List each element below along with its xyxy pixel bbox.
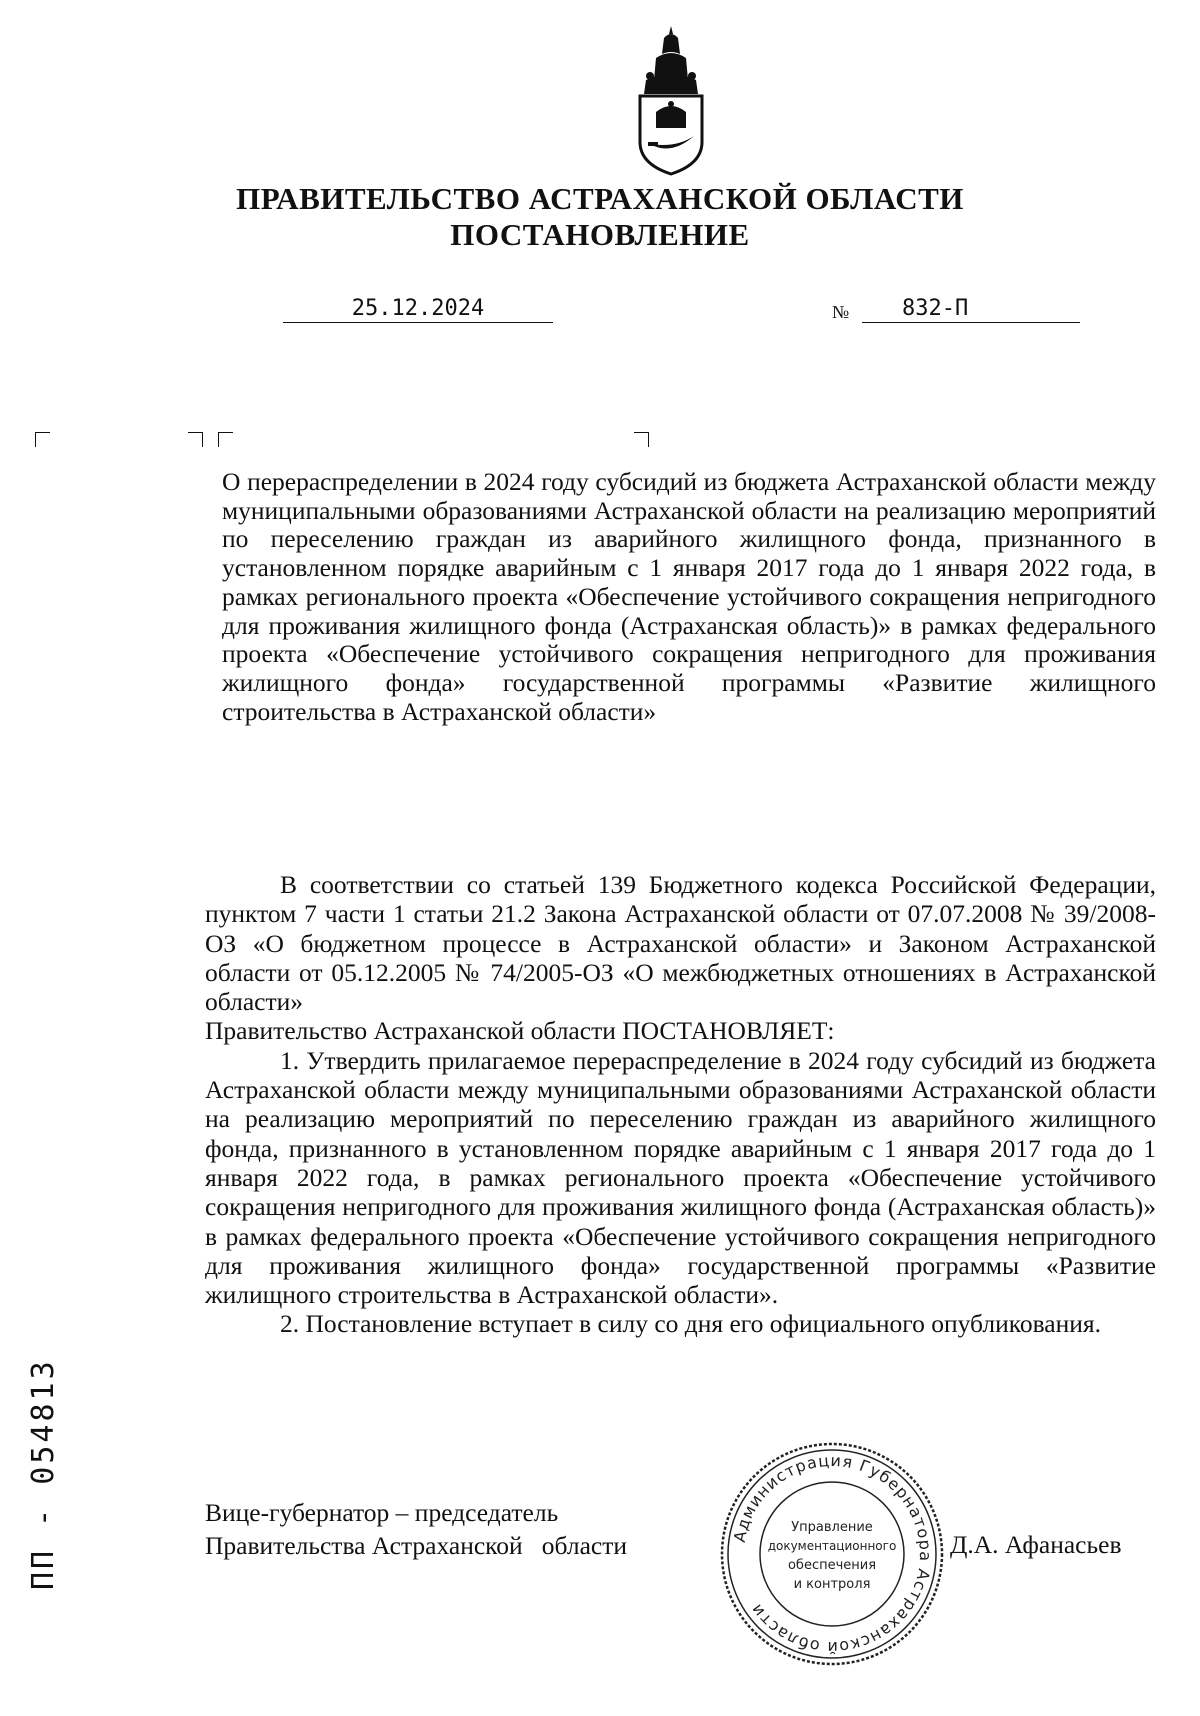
- coat-of-arms-emblem: [626, 24, 716, 176]
- item-1: 1. Утвердить прилагаемое перераспределение в 2024 году субсидий из бюджета Астраханской области между муниципальными образованиями Астраханской области на реализацию мероприятий по переселению граждан из аварийного жилищного фонда, признанного в установленном порядке аварийным с 1 января 2017 года до 1 января 2022 года, в рамках регионального проекта «Обеспечение устойчивого сокращения непригодного для проживания жилищного фонда (Астраханская область)» в рамках федерального проекта «Обеспечение устойчивого сокращения непригодного для проживания жилищного фонда» государственной программы «Развитие жилищного строительства в Астраханской области».: [205, 1045, 1156, 1310]
- stamp-center-line1: Управление: [791, 1520, 873, 1535]
- stamp-center-line4: и контроля: [793, 1577, 871, 1592]
- signer-position-line2: Правительства Астраханской области: [205, 1531, 628, 1560]
- side-serial-code: ПП - 054813: [26, 1358, 61, 1590]
- stamp-ring-text: Администрация Губернатора Астраханской области: [729, 1450, 936, 1658]
- document-number-field: [862, 296, 1080, 323]
- stamp-center-line3: обеспечения: [787, 1558, 877, 1573]
- decree-line: Правительство Астраханской области ПОСТАНОВЛЯЕТ:: [205, 1016, 835, 1046]
- document-type: ПОСТАНОВЛЕНИЕ: [450, 217, 750, 252]
- corner-mark: [188, 432, 203, 447]
- preamble: В соответствии со статьей 139 Бюджетного кодекса Российской Федерации, пунктом 7 части 1 статьи 21.2 Закона Астраханской области от 07.07.2008 № 39/2008-ОЗ «О бюджетном процессе в Астраханской области» и Законом Астраханской области от 05.12.2005 № 74/2005-ОЗ «О межбюджетных отношениях в Астраханской области»: [205, 870, 1156, 1017]
- signer-name: Д.А. Афанасьев: [950, 1530, 1122, 1559]
- document-subject: О перераспределении в 2024 году субсидий из бюджета Астраханской области между муниципальными образованиями Астраханской области на реализацию мероприятий по переселению граждан из аварийного жилищного фонда, признанного в установленном порядке аварийным с 1 января 2017 года до 1 января 2022 года, в рамках регионального проекта «Обеспечение устойчивого сокращения непригодного для проживания жилищного фонда (Астраханская область)» в рамках федерального проекта «Обеспечение устойчивого сокращения непригодного для проживания жилищного фонда» государственной программы «Развитие жилищного строительства в Астраханской области»: [222, 467, 1156, 726]
- corner-mark: [218, 432, 233, 447]
- signer-position: [205, 1496, 627, 1562]
- official-stamp: [718, 1440, 946, 1668]
- document-body: [205, 870, 1156, 1339]
- government-title: ПРАВИТЕЛЬСТВО АСТРАХАНСКОЙ ОБЛАСТИ: [236, 181, 964, 216]
- item-2: 2. Постановление вступает в силу со дня его официального опубликования.: [280, 1309, 1101, 1339]
- number-label: №: [832, 302, 850, 322]
- signer-position-line1: Вице-губернатор – председатель: [205, 1498, 559, 1527]
- stamp-center-line2: документационного: [767, 1539, 897, 1553]
- corner-mark: [634, 432, 649, 447]
- document-date: 25.12.2024: [283, 296, 553, 323]
- corner-mark: [35, 432, 50, 447]
- document-number: 832-П: [902, 296, 969, 321]
